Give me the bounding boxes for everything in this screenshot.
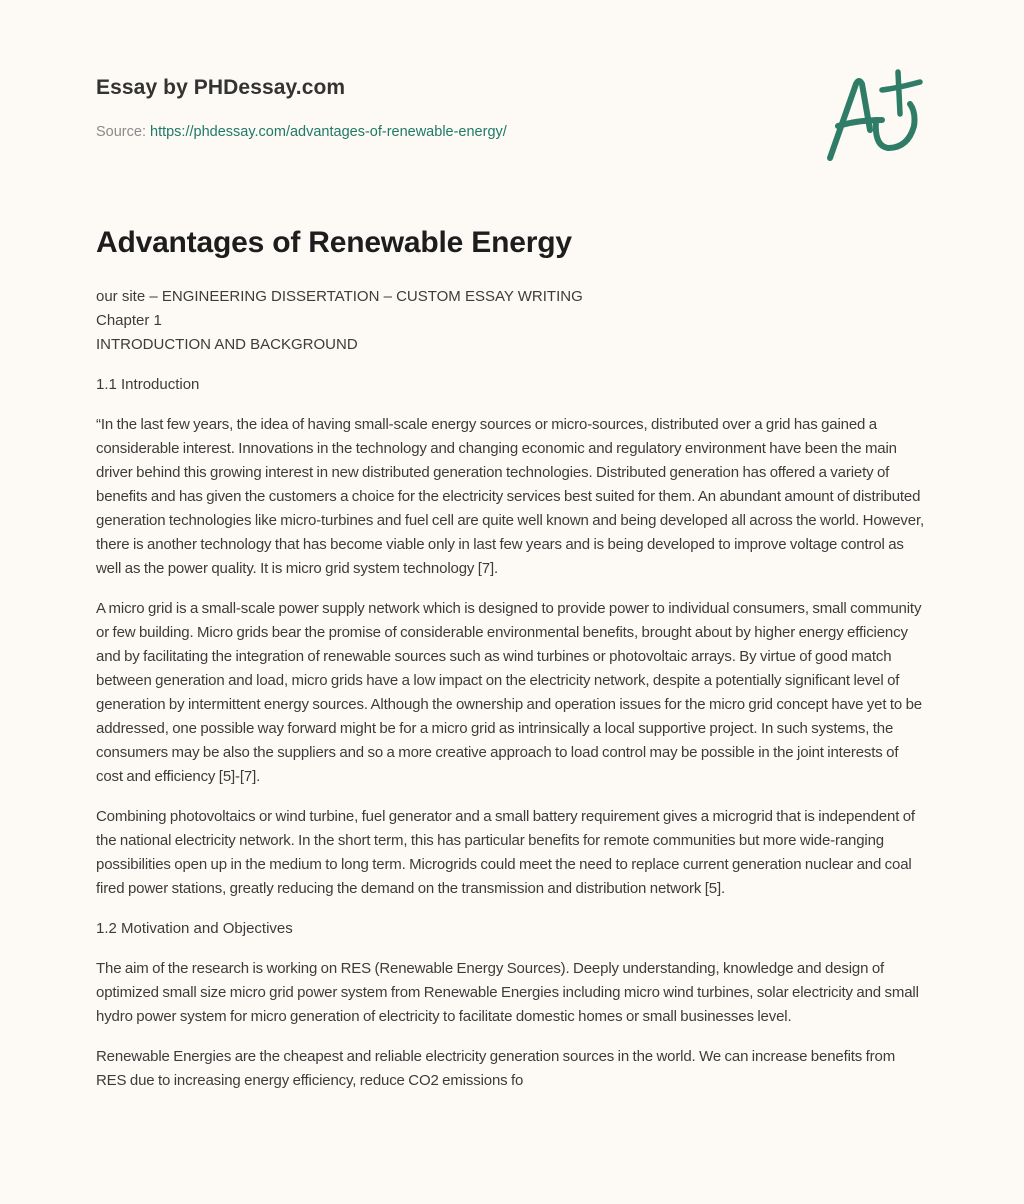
- paragraph-truncated: Renewable Energies are the cheapest and reliable electricity generation sources in the world. We can increase benefits from RES due to increasing energy efficiency, reduce CO2 emissions fo: [96, 1048, 896, 1089]
- intro-line-chapter: Chapter 1: [96, 312, 162, 329]
- paragraph: A micro grid is a small-scale power supply network which is designed to provide power to individual consumers, small community or few building. Micro grids bear the promise of considerable environmental benefits, brought about by higher energy efficiency and by facilitating the integration of renewable sources such as wind turbines or photovoltaic arrays. By virtue of good match between generation and load, micro grids have a low impact on the electricity network, despite a potentially significant level of generation by intermittent energy sources. Although the ownership and operation issues for the micro grid concept have yet to be addressed, one possible way forward might be for a micro grid as intrinsically a local supportive project. In such systems, the consumers may be also the suppliers and so a more creative approach to load control may be possible in the joint interests of cost and efficiency [5]-[7].: [96, 600, 922, 785]
- site-brand: Essay by PHDessay.com: [96, 76, 346, 99]
- section-heading-motivation: 1.2 Motivation and Objectives: [96, 920, 293, 937]
- paragraph: The aim of the research is working on RES (Renewable Energy Sources). Deeply understanding, knowledge and design of optimized small size micro grid power system from Renewable Energies including micro wind turbines, solar electricity and small hydro power system for micro generation of electricity to facilitate domestic homes or small businesses level.: [96, 960, 919, 1025]
- intro-line-heading: INTRODUCTION AND BACKGROUND: [96, 336, 358, 353]
- section-heading-introduction: 1.1 Introduction: [96, 376, 200, 393]
- intro-block: [96, 285, 928, 357]
- source-link[interactable]: https://phdessay.com/advantages-of-renewable-energy/: [150, 124, 507, 140]
- source-line: [96, 124, 507, 140]
- essay-content: [96, 285, 928, 1109]
- paragraph: “In the last few years, the idea of having small-scale energy sources or micro-sources, distributed over a grid has gained a considerable interest. Innovations in the technology and changing economic and regulatory environment have been the main driver behind this growing interest in new distributed generation technologies. Distributed generation has offered a variety of benefits and has given the customers a choice for the electricity services best suited for them. An abundant amount of distributed generation technologies like micro-turbines and fuel cell are quite well known and being developed all across the world. However, there is another technology that has become viable only in last few years and is being developed to improve voltage control as well as the power quality. It is micro grid system technology [7].: [96, 416, 924, 577]
- source-label: Source:: [96, 124, 150, 140]
- intro-line-site: our site – ENGINEERING DISSERTATION – CUSTOM ESSAY WRITING: [96, 288, 583, 305]
- document-title: Advantages of Renewable Energy: [96, 226, 572, 259]
- a-plus-grade-icon: [824, 68, 928, 164]
- paragraph: Combining photovoltaics or wind turbine, fuel generator and a small battery requirement gives a microgrid that is independent of the national electricity network. In the short term, this has particular benefits for remote communities but more wide-ranging possibilities open up in the medium to long term. Microgrids could meet the need to replace current generation nuclear and coal fired power stations, greatly reducing the demand on the transmission and distribution network [5].: [96, 808, 915, 897]
